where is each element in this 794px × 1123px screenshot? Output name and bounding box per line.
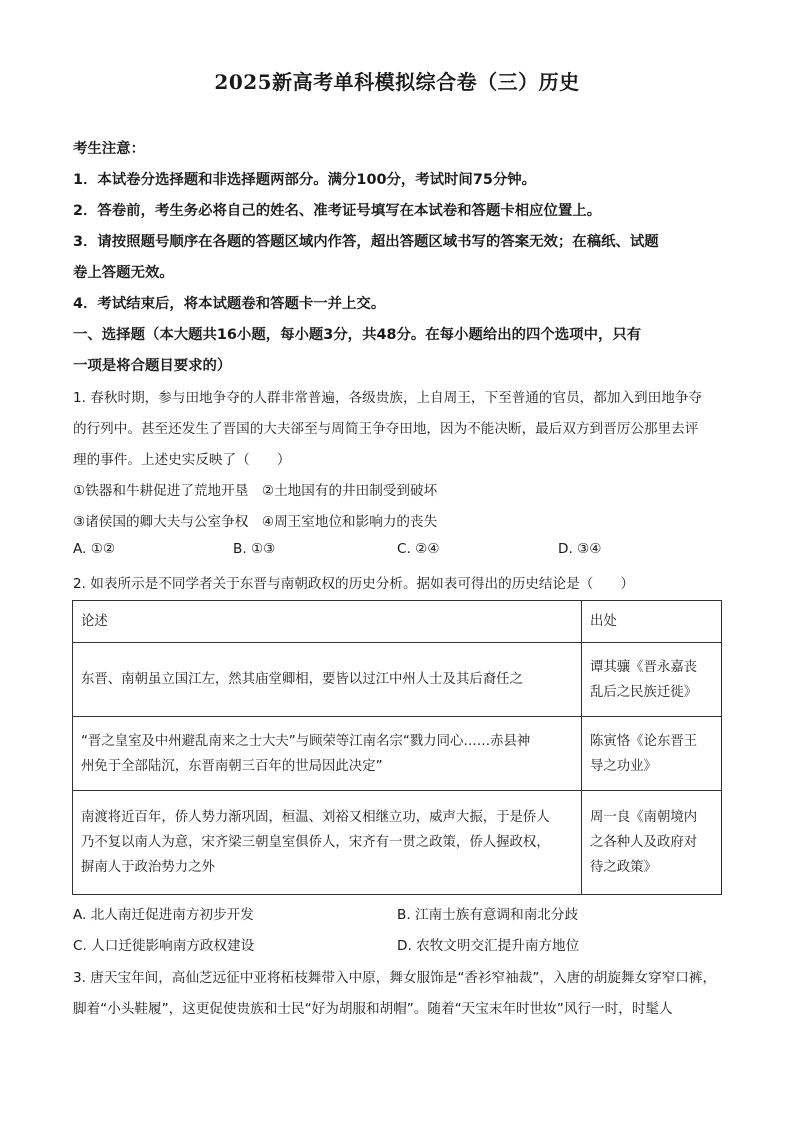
- table-header-cell: 论述: [73, 601, 582, 643]
- cell-line: 待之政策》: [590, 860, 657, 875]
- q1-option-d[interactable]: D. ③④: [558, 541, 602, 557]
- notice-item: 1．本试卷分选择题和非选择题两部分。满分100分，考试时间75分钟。: [73, 172, 537, 188]
- table-row: [73, 717, 722, 791]
- notice-item: 3．请按照题号顺序在各题的答题区域内作答，超出答题区域书写的答案无效；在稿纸、试题: [73, 234, 659, 250]
- q1-option-a[interactable]: A. ①②: [73, 541, 116, 557]
- question-3-stem: 脚着“小头鞋履”，这更促使贵族和士民“好为胡服和胡帽”。随着“天宝末年时世妆”风行一时，时髦人: [73, 1001, 673, 1017]
- cell-line: “晋之皇室及中州避乱南来之士大夫”与顾荣等江南名宗“戮力同心……赤县神: [81, 733, 531, 749]
- cell-line: 导之功业》: [590, 758, 657, 774]
- notice-item: 4．考试结束后，将本试题卷和答题卡一并上交。: [73, 296, 386, 312]
- cell-line: 州免于全部陆沉，东晋南朝三百年的世局因此决定”: [81, 758, 383, 774]
- section-heading: 一、选择题（本大题共16小题，每小题3分，共48分。在每小题给出的四个选项中，只有: [73, 327, 642, 343]
- q2-option-a[interactable]: A. 北人南迁促进南方初步开发: [73, 907, 254, 923]
- notice-heading: 考生注意：: [73, 141, 145, 157]
- page-title: 2025新高考单科模拟综合卷（三）历史: [214, 70, 580, 94]
- q1-option-c[interactable]: C. ②④: [397, 541, 440, 557]
- section-heading: 一项是将合题目要求的）: [73, 358, 232, 374]
- table-cell-source: [582, 643, 722, 717]
- question-1-stem: 理的事件。上述史实反映了（ ）: [73, 452, 291, 468]
- question-1-item: ①铁器和牛耕促进了荒地开垦 ②土地国有的井田制受到破坏: [73, 483, 438, 499]
- table-header-cell: 出处: [582, 601, 722, 643]
- table-row: [73, 791, 722, 895]
- cell-line: 东晋、南朝虽立国江左，然其庙堂卿相，要皆以过江中州人士及其后裔任之: [81, 672, 523, 687]
- table-row: [73, 643, 722, 717]
- q2-option-c[interactable]: C. 人口迁徙影响南方政权建设: [73, 938, 255, 954]
- table-cell-source: [582, 717, 722, 791]
- question-3-stem: 3. 唐天宝年间，高仙芝远征中亚将柘枝舞带入中原，舞女服饰是“香衫窄袖裁”，入唐的胡旋舞女穿窄口裤，: [73, 970, 717, 986]
- notice-item: 卷上答题无效。: [73, 265, 174, 281]
- question-1-stem: 1. 春秋时期，参与田地争夺的人群非常普遍，各级贵族，上自周王，下至普通的官员，都加入到田地争夺: [73, 390, 703, 406]
- notice-item: 2．答卷前，考生务必将自己的姓名、准考证号填写在本试卷和答题卡相应位置上。: [73, 203, 602, 219]
- table-cell-text: [73, 643, 582, 717]
- cell-line: 南渡将近百年，侨人势力渐巩固，桓温、刘裕又相继立功，威声大振，于是侨人: [81, 810, 550, 825]
- question-1-item: ③诸侯国的卿大夫与公室争权 ④周王室地位和影响力的丧失: [73, 514, 438, 530]
- question-2-stem: 2. 如表所示是不同学者关于东晋与南朝政权的历史分析。据如表可得出的历史结论是（ ）: [73, 576, 635, 592]
- table-cell-text: [73, 717, 582, 791]
- table-header-row: [73, 601, 722, 643]
- cell-line: 乱后之民族迁徙》: [590, 684, 698, 700]
- question-1-stem: 的行列中。甚至还发生了晋国的大夫郤至与周简王争夺田地，因为不能决断，最后双方到晋厉公那里去评: [73, 421, 699, 437]
- q1-option-b[interactable]: B. ①③: [233, 541, 276, 557]
- table-cell-source: [582, 791, 722, 895]
- cell-line: 之各种人及政府对: [590, 835, 698, 850]
- cell-line: 乃不复以南人为意，宋齐梁三朝皇室俱侨人，宋齐有一贯之政策，侨人握政权，: [81, 835, 550, 850]
- cell-line: 谭其骧《晋永嘉丧: [590, 659, 698, 675]
- cell-line: 陈寅恪《论东晋王: [590, 733, 698, 749]
- table-cell-text: [73, 791, 582, 895]
- q2-option-b[interactable]: B. 江南士族有意调和南北分歧: [397, 907, 579, 923]
- cell-line: 周一良《南朝境内: [590, 810, 698, 825]
- q2-table: [72, 600, 722, 895]
- q2-option-d[interactable]: D. 农牧文明交汇提升南方地位: [397, 938, 580, 954]
- cell-line: 摒南人于政治势力之外: [81, 860, 215, 875]
